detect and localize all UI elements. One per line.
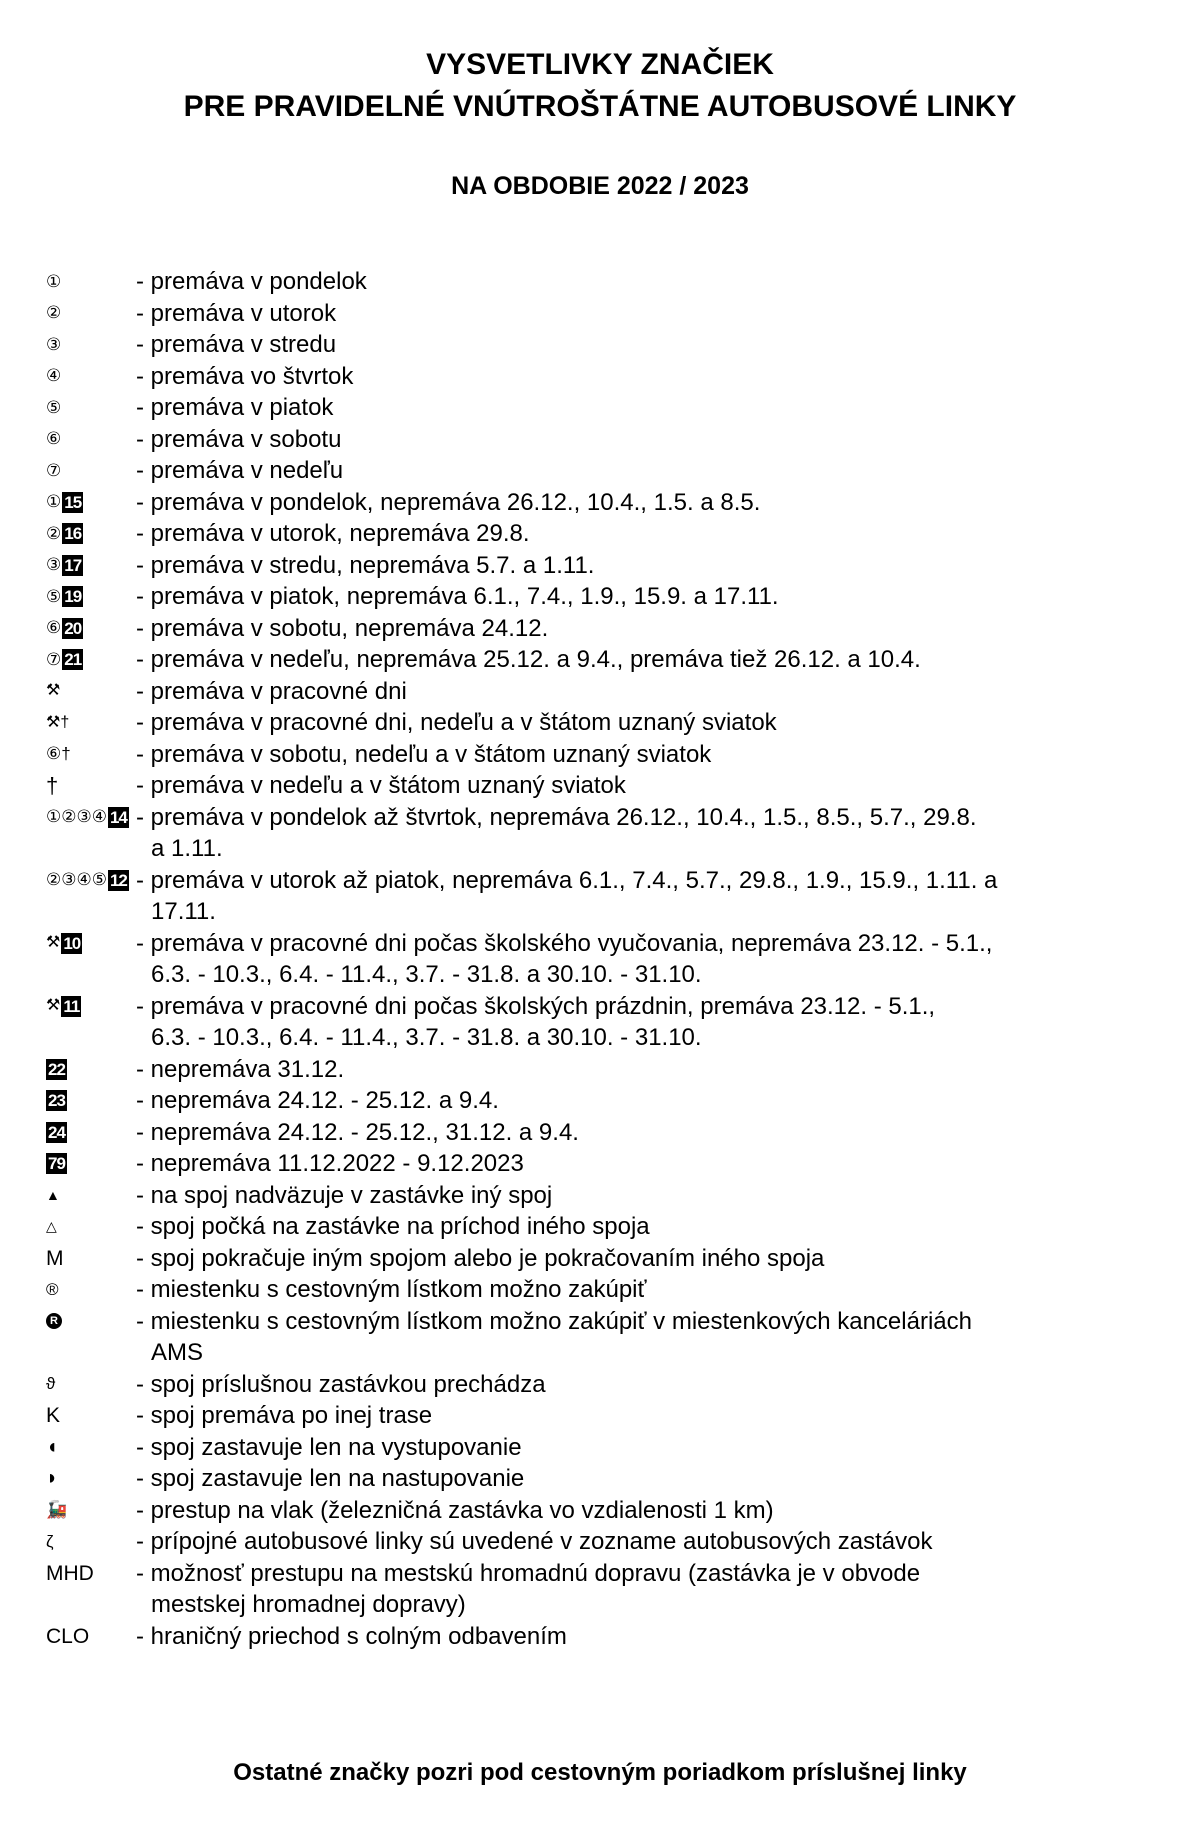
footnote-number-badge: 24 [48, 1122, 65, 1142]
symbol-mark: ζ [46, 1531, 54, 1551]
description-line: - hraničný priechod s colným odbavením [136, 1622, 567, 1650]
legend-row [46, 518, 1156, 550]
legend-description [136, 739, 1156, 771]
legend-row [46, 298, 1156, 330]
legend-description [136, 676, 1156, 708]
legend-description [136, 1621, 1156, 1653]
legend-symbol [46, 1054, 136, 1085]
legend-symbol [46, 298, 136, 329]
legend-symbol [46, 581, 136, 612]
legend-description [136, 613, 1156, 645]
symbol-mark: ⑤ [46, 586, 62, 606]
legend-row [46, 676, 1156, 708]
legend-symbol [46, 329, 136, 360]
legend-description [136, 991, 1156, 1054]
legend-symbol [46, 518, 136, 549]
legend-description [136, 644, 1156, 676]
symbol-mark: ⑥† [46, 744, 71, 763]
legend-symbol [46, 424, 136, 455]
legend-symbol [46, 802, 136, 833]
legend-row [46, 707, 1156, 739]
symbol-mark: ① [46, 271, 62, 291]
legend-row [46, 770, 1156, 802]
legend-symbol [46, 1369, 136, 1400]
page-subtitle: PRE PRAVIDELNÉ VNÚTROŠTÁTNE AUTOBUSOVÉ LINKY [183, 90, 1017, 123]
symbol-mark: ⑤ [46, 397, 62, 417]
legend-symbol [46, 1432, 136, 1463]
legend-row [46, 392, 1156, 424]
legend-description [136, 392, 1156, 424]
description-line: - nepremáva 11.12.2022 - 9.12.2023 [136, 1150, 524, 1177]
footnote-number-badge: 11 [63, 996, 80, 1016]
symbol-mark: ② [46, 303, 62, 322]
legend-description [136, 802, 1156, 865]
symbol-mark: ⚒ [46, 682, 61, 699]
symbol-mark: △ [46, 1218, 57, 1234]
legend-description [136, 1148, 1156, 1180]
legend-row [46, 739, 1156, 771]
legend-description [136, 1054, 1156, 1086]
symbol-mark: ⚒† [46, 713, 70, 731]
description-line: - premáva v sobotu, nedeľu a v štátom uznaný sviatok [136, 740, 712, 768]
description-line: - spoj zastavuje len na vystupovanie [136, 1433, 522, 1461]
footer-note: Ostatné značky pozri pod cestovným poriadkom príslušnej linky [233, 1759, 967, 1786]
description-line: - premáva vo štvrtok [136, 362, 354, 390]
legend-symbol [46, 1621, 136, 1652]
legend-description [136, 518, 1156, 550]
description-line: - možnosť prestupu na mestskú hromadnú dopravu (zastávka je v obvode [136, 1559, 921, 1587]
description-line: - premáva v utorok [136, 299, 337, 327]
description-line: - nepremáva 24.12. - 25.12. a 9.4. [136, 1087, 499, 1114]
legend-symbol [46, 266, 136, 297]
legend-symbol [46, 1558, 136, 1589]
legend-description [136, 1369, 1156, 1401]
symbol-mark: ◖ [46, 1435, 59, 1458]
description-line: - premáva v utorok až piatok, nepremáva 6.1., 7.4., 5.7., 29.8., 1.9., 15.9., 1.11. a [136, 866, 998, 894]
footnote-number-badge: 16 [64, 524, 82, 543]
legend-symbol [46, 1495, 136, 1526]
page-title: VYSVETLIVKY ZNAČIEK [426, 48, 774, 81]
legend-symbol [46, 707, 136, 738]
legend-description [136, 329, 1156, 361]
period-heading: NA OBDOBIE 2022 / 2023 [451, 172, 749, 200]
legend-description [136, 424, 1156, 456]
description-line: - spoj príslušnou zastávkou prechádza [136, 1370, 546, 1398]
legend-description [136, 266, 1156, 298]
legend-symbol [46, 770, 136, 801]
description-line: - premáva v sobotu [136, 425, 342, 453]
legend-symbol [46, 1274, 136, 1305]
legend-row [46, 1117, 1156, 1149]
description-line: - prípojné autobusové linky sú uvedené v zozname autobusových zastávok [136, 1528, 933, 1555]
legend-row [46, 1621, 1156, 1653]
legend-symbol [46, 865, 136, 896]
legend-description [136, 1306, 1156, 1369]
legend-row [46, 455, 1156, 487]
footnote-number-badge: 19 [64, 587, 82, 606]
legend-row [46, 644, 1156, 676]
symbol-mark: ◗ [46, 1467, 59, 1489]
symbol-mark: ②③④⑤ [46, 870, 107, 889]
footnote-number-badge: 12 [109, 870, 127, 890]
symbol-mark: ⑥ [46, 429, 62, 448]
footnote-number-badge: 23 [48, 1091, 65, 1110]
description-line: - miestenku s cestovným lístkom možno zakúpiť [136, 1276, 647, 1303]
legend-symbol [46, 1306, 136, 1337]
legend-row [46, 1400, 1156, 1432]
legend-row [46, 802, 1156, 865]
description-line: - premáva v pondelok, nepremáva 26.12., 10.4., 1.5. a 8.5. [136, 488, 761, 516]
description-line: - nepremáva 24.12. - 25.12., 31.12. a 9.4. [136, 1118, 579, 1146]
description-line: - spoj zastavuje len na nastupovanie [136, 1465, 525, 1492]
symbol-mark: ® [46, 1279, 59, 1299]
symbol-mark: ③ [46, 555, 62, 574]
legend-symbol [46, 361, 136, 392]
legend-description [136, 1400, 1156, 1432]
footnote-number-badge: 22 [48, 1059, 65, 1079]
description-line: - premáva v pracovné dni počas školských prázdnin, premáva 23.12. - 5.1., [136, 992, 936, 1020]
description-continuation: 6.3. - 10.3., 6.4. - 11.4., 3.7. - 31.8. a 30.10. - 31.10. [151, 1024, 702, 1051]
legend-symbol [46, 1180, 136, 1211]
legend-symbol [46, 739, 136, 770]
symbol-mark: ⑦ [46, 460, 62, 480]
legend-row [46, 1054, 1156, 1086]
legend-row [46, 1243, 1156, 1275]
description-continuation: 17.11. [151, 898, 216, 925]
description-line: - premáva v pracovné dni počas školského vyučovania, nepremáva 23.12. - 5.1., [136, 929, 993, 957]
legend-description [136, 1211, 1156, 1243]
symbol-mark: ⚒ [46, 997, 61, 1014]
symbol-mark: ⑦ [46, 649, 62, 669]
description-line: - nepremáva 31.12. [136, 1055, 345, 1083]
symbol-mark: R [46, 1313, 62, 1329]
symbol-mark: ② [46, 523, 62, 543]
description-line: - premáva v nedeľu [136, 457, 344, 484]
legend-symbol [46, 613, 136, 644]
legend-description [136, 1495, 1156, 1527]
legend-row [46, 550, 1156, 582]
legend-description [136, 1463, 1156, 1495]
symbol-mark: ① [46, 492, 62, 511]
footnote-number-badge: 20 [64, 618, 82, 638]
legend-row [46, 928, 1156, 991]
legend-row [46, 865, 1156, 928]
symbol-mark: 🚂 [46, 1500, 68, 1519]
legend-description [136, 455, 1156, 487]
footnote-number-badge: 79 [48, 1154, 65, 1173]
legend-row [46, 487, 1156, 519]
symbol-mark: ⚒ [46, 934, 61, 951]
legend-symbol [46, 1117, 136, 1148]
legend-description [136, 1432, 1156, 1464]
legend-row [46, 581, 1156, 613]
legend-symbol [46, 991, 136, 1022]
description-line: - prestup na vlak (železničná zastávka vo vzdialenosti 1 km) [136, 1496, 774, 1524]
legend-description [136, 1558, 1156, 1621]
legend-row [46, 991, 1156, 1054]
symbol-mark: ①②③④ [46, 807, 107, 826]
legend-description [136, 487, 1156, 519]
footnote-number-badge: 14 [109, 807, 127, 827]
legend-description [136, 1243, 1156, 1275]
description-line: - premáva v pracovné dni [136, 677, 407, 705]
legend-row [46, 1274, 1156, 1306]
legend-symbol [46, 1463, 136, 1494]
legend-row [46, 1148, 1156, 1180]
legend-row [46, 329, 1156, 361]
symbol-mark: ③ [46, 334, 62, 354]
description-continuation: a 1.11. [151, 835, 223, 862]
legend-symbol [46, 550, 136, 581]
footnote-number-badge: 21 [64, 650, 82, 669]
description-line: - spoj počká na zastávke na príchod iného spoja [136, 1213, 650, 1240]
description-line: - premáva v sobotu, nepremáva 24.12. [136, 614, 549, 642]
footnote-number-badge: 15 [64, 492, 82, 512]
legend-description [136, 1085, 1156, 1117]
description-line: - premáva v nedeľu a v štátom uznaný sviatok [136, 772, 626, 799]
legend-symbol [46, 1211, 136, 1242]
legend-list [46, 266, 1156, 1652]
legend-symbol [46, 1148, 136, 1179]
description-continuation: mestskej hromadnej dopravy) [151, 1591, 466, 1618]
legend-symbol [46, 1526, 136, 1557]
description-continuation: 6.3. - 10.3., 6.4. - 11.4., 3.7. - 31.8. a 30.10. - 31.10. [151, 961, 702, 988]
description-line: - spoj premáva po inej trase [136, 1402, 433, 1429]
legend-row [46, 1463, 1156, 1495]
legend-symbol [46, 644, 136, 675]
symbol-mark: ϑ [46, 1374, 56, 1393]
legend-description [136, 770, 1156, 802]
legend-symbol [46, 487, 136, 518]
footnote-number-badge: 17 [64, 555, 82, 575]
symbol-mark: CLO [46, 1624, 90, 1648]
legend-description [136, 928, 1156, 991]
legend-symbol [46, 928, 136, 959]
legend-row [46, 1211, 1156, 1243]
symbol-mark: † [46, 773, 59, 798]
description-line: - na spoj nadväzuje v zastávke iný spoj [136, 1181, 553, 1209]
symbol-mark: ④ [46, 366, 62, 385]
symbol-mark: M [46, 1246, 64, 1270]
description-line: - spoj pokračuje iným spojom alebo je pokračovaním iného spoja [136, 1244, 825, 1272]
description-line: - premáva v piatok [136, 394, 334, 421]
description-line: - premáva v stredu [136, 331, 337, 358]
legend-symbol [46, 1243, 136, 1274]
legend-row [46, 1085, 1156, 1117]
legend-row [46, 1432, 1156, 1464]
symbol-mark: ⑥ [46, 618, 62, 637]
legend-row [46, 266, 1156, 298]
legend-description [136, 1180, 1156, 1212]
legend-description [136, 581, 1156, 613]
description-line: - premáva v stredu, nepremáva 5.7. a 1.11. [136, 551, 595, 579]
description-line: - premáva v nedeľu, nepremáva 25.12. a 9.4., premáva tiež 26.12. a 10.4. [136, 646, 921, 673]
description-line: - premáva v pracovné dni, nedeľu a v štátom uznaný sviatok [136, 709, 777, 736]
legend-description [136, 707, 1156, 739]
legend-symbol [46, 392, 136, 423]
legend-symbol [46, 455, 136, 486]
legend-symbol [46, 1085, 136, 1116]
legend-description [136, 550, 1156, 582]
legend-symbol [46, 676, 136, 707]
description-line: - miestenku s cestovným lístkom možno zakúpiť v miestenkových kanceláriách [136, 1307, 972, 1335]
symbol-mark: MHD [46, 1561, 94, 1585]
legend-row [46, 1558, 1156, 1621]
legend-row [46, 424, 1156, 456]
legend-row [46, 361, 1156, 393]
description-continuation: AMS [151, 1339, 204, 1366]
symbol-mark: K [46, 1404, 61, 1427]
legend-description [136, 1274, 1156, 1306]
description-line: - premáva v pondelok [136, 268, 367, 295]
legend-row [46, 1495, 1156, 1527]
symbol-mark: ▲ [46, 1186, 60, 1203]
legend-row [46, 1306, 1156, 1369]
legend-row [46, 613, 1156, 645]
legend-row [46, 1526, 1156, 1558]
legend-description [136, 1526, 1156, 1558]
description-line: - premáva v piatok, nepremáva 6.1., 7.4., 1.9., 15.9. a 17.11. [136, 583, 779, 610]
legend-description [136, 1117, 1156, 1149]
footnote-number-badge: 10 [63, 933, 81, 953]
description-line: - premáva v utorok, nepremáva 29.8. [136, 520, 530, 547]
legend-row [46, 1369, 1156, 1401]
legend-description [136, 865, 1156, 928]
legend-row [46, 1180, 1156, 1212]
legend-description [136, 298, 1156, 330]
legend-symbol [46, 1400, 136, 1431]
legend-description [136, 361, 1156, 393]
description-line: - premáva v pondelok až štvrtok, nepremáva 26.12., 10.4., 1.5., 8.5., 5.7., 29.8. [136, 803, 977, 831]
